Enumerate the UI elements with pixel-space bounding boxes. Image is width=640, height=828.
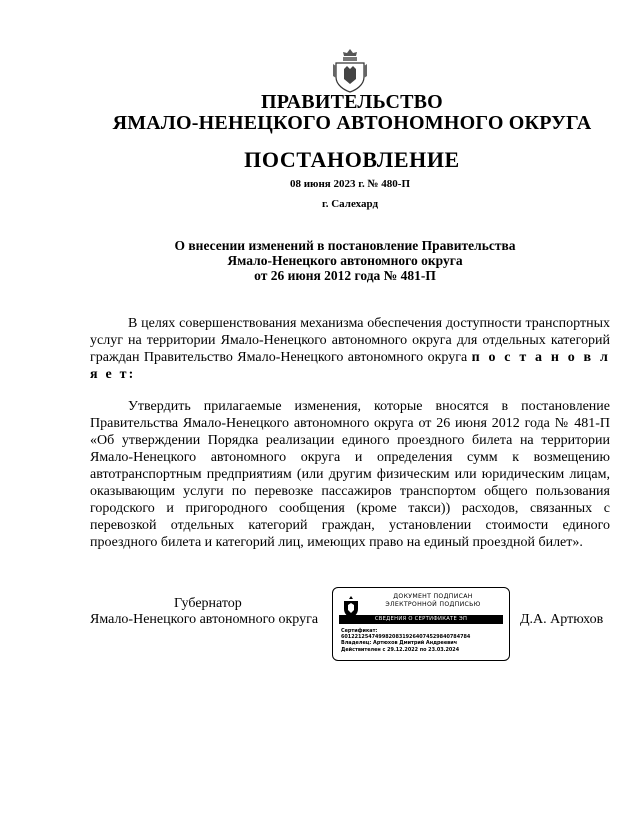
stamp-cert-value: 60122125474998208319264074529840784784 — [341, 634, 471, 641]
position-line2: Ямало-Ненецкого автономного округа — [90, 612, 319, 627]
document-type: ПОСТАНОВЛЕНИЕ — [244, 147, 460, 172]
position-line1: Губернатор — [174, 596, 242, 611]
document-subject — [25, 238, 640, 283]
government-title-line1: ПРАВИТЕЛЬСТВО — [261, 91, 443, 113]
stamp-title-line2: ЭЛЕКТРОННОЙ ПОДПИСЬЮ — [385, 601, 481, 608]
electronic-signature-stamp — [332, 587, 510, 661]
resolves-word: п о с т а н о в л я е т: — [90, 350, 610, 382]
stamp-title-line1: ДОКУМЕНТ ПОДПИСАН — [393, 593, 473, 600]
stamp-owner: Владелец: Артюхов Дмитрий Андреевич — [341, 640, 458, 647]
document-date-number: 08 июня 2023 г. № 480-П — [289, 178, 411, 190]
stamp-certificate-info — [341, 628, 507, 653]
preamble-text: В целях совершенствования механизма обеспечения доступности транспортных услуг на территории Ямало-Ненецкого автономного округа для отдельных категорий граждан Правительство Ямало-Ненецкого автономного округа — [90, 316, 610, 365]
subject-line3: от 26 июня 2012 года № 481-П — [254, 268, 436, 283]
subject-line1: О внесении изменений в постановление Правительства — [174, 238, 516, 253]
paragraph-preamble — [90, 315, 610, 383]
stamp-certificate-bar: СВЕДЕНИЯ О СЕРТИФИКАТЕ ЭП — [339, 615, 503, 624]
signatory-position — [90, 596, 340, 628]
signer-name: Д.А. Артюхов — [520, 612, 604, 627]
document-city: г. Салехард — [321, 198, 379, 210]
stamp-validity: Действителен с 29.12.2022 по 23.03.2024 — [341, 646, 460, 653]
government-title-line2: ЯМАЛО-НЕНЕЦКОГО АВТОНОМНОГО ОКРУГА — [112, 112, 592, 134]
coat-of-arms-emblem — [330, 47, 370, 93]
stamp-cert-label: Сертификат: — [341, 628, 378, 634]
stamp-title — [363, 593, 503, 609]
subject-line2: Ямало-Ненецкого автономного округа — [227, 253, 463, 268]
paragraph-resolution: Утвердить прилагаемые изменения, которые вносятся в постановление Правительства Ямало-Ненецкого автономного округа от 26 июня 2012 года № 481-П «Об утверждении Порядка реализации единого проездного билета на территории Ямало-Ненецкого автономного округа и определения сумм к возмещению автотранспортным предприятиям (или другим физическим или юридическим лицам, оказывающим услуги по перевозке пассажиров транспортом общего пользования городского и пригородного сообщения (кроме такси)) расходов, связанных с перевозкой отдельных категорий граждан, установлении стоимости единого проездного билета и категорий лиц, имеющих право на единый проездной билет». — [90, 399, 610, 550]
